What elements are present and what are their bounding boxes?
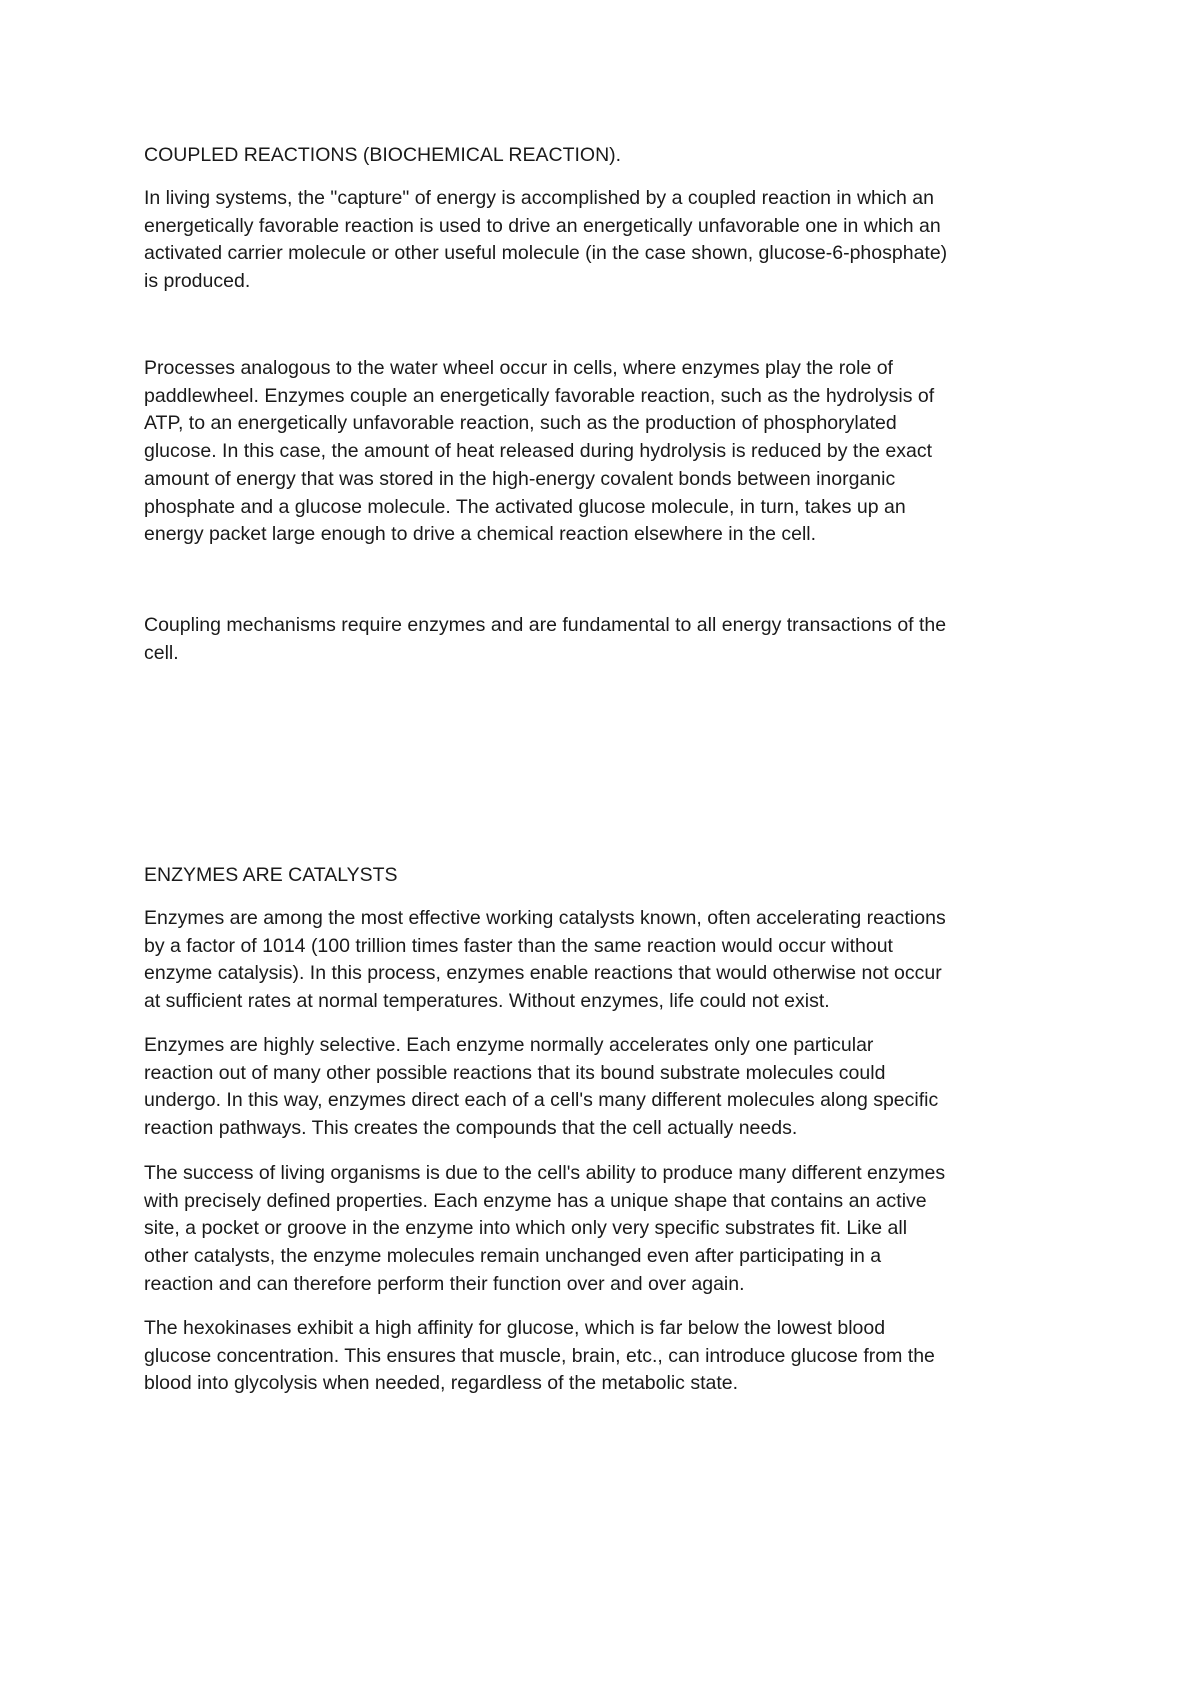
paragraph-coupling-mechanisms: Coupling mechanisms require enzymes and are fundamental to all energy transactions of the cell. [144,614,947,664]
paragraph-energy-capture: In living systems, the "capture" of energy is accomplished by a coupled reaction in which an energetically favorable reaction is used to drive an energetically unfavorable one in which an activated carrier molecule or other useful molecule (in the case shown, glucose-6-phosphate) is produced. [144,187,948,293]
section-heading-coupled-reactions: COUPLED REACTIONS (BIOCHEMICAL REACTION). [144,144,622,166]
paragraph-hexokinases: The hexokinases exhibit a high affinity for glucose, which is far below the lowest blood glucose concentration. This ensures that muscle, brain, etc., can introduce glucose from the blood into glycolysis when needed, regardless of the metabolic state. [144,1317,935,1395]
paragraph-effective-catalysts: Enzymes are among the most effective working catalysts known, often accelerating reactions by a factor of 1014 (100 trillion times faster than the same reaction would occur without enzyme catalysis). In this process, enzymes enable reactions that would otherwise not occur at sufficient rates at normal temperatures. Without enzymes, life could not exist. [144,907,946,1013]
paragraph-water-wheel-analogy: Processes analogous to the water wheel occur in cells, where enzymes play the role of paddlewheel. Enzymes couple an energetically favorable reaction, such as the hydrolysis of ATP, to an energetically unfavorable reaction, such as the production of phosphorylated glucose. In this case, the amount of heat released during hydrolysis is reduced by the exact amount of energy that was stored in the high-energy covalent bonds between inorganic phosphate and a glucose molecule. The activated glucose molecule, in turn, takes up an energy packet large enough to drive a chemical reaction elsewhere in the cell. [144,357,935,546]
paragraph-enzyme-shape: The success of living organisms is due to the cell's ability to produce many different enzymes with precisely defined properties. Each enzyme has a unique shape that contains an active site, a pocket or groove in the enzyme into which only very specific substrates fit. Like all other catalysts, the enzyme molecules remain unchanged even after participating in a reaction and can therefore perform their function over and over again. [144,1162,946,1295]
paragraph-enzyme-selectivity: Enzymes are highly selective. Each enzyme normally accelerates only one particular reaction out of many other possible reactions that its bound substrate molecules could undergo. In this way, enzymes direct each of a cell's many different molecules along specific reaction pathways. This creates the compounds that the cell actually needs. [144,1034,939,1140]
section-heading-enzymes-catalysts: ENZYMES ARE CATALYSTS [144,864,398,886]
